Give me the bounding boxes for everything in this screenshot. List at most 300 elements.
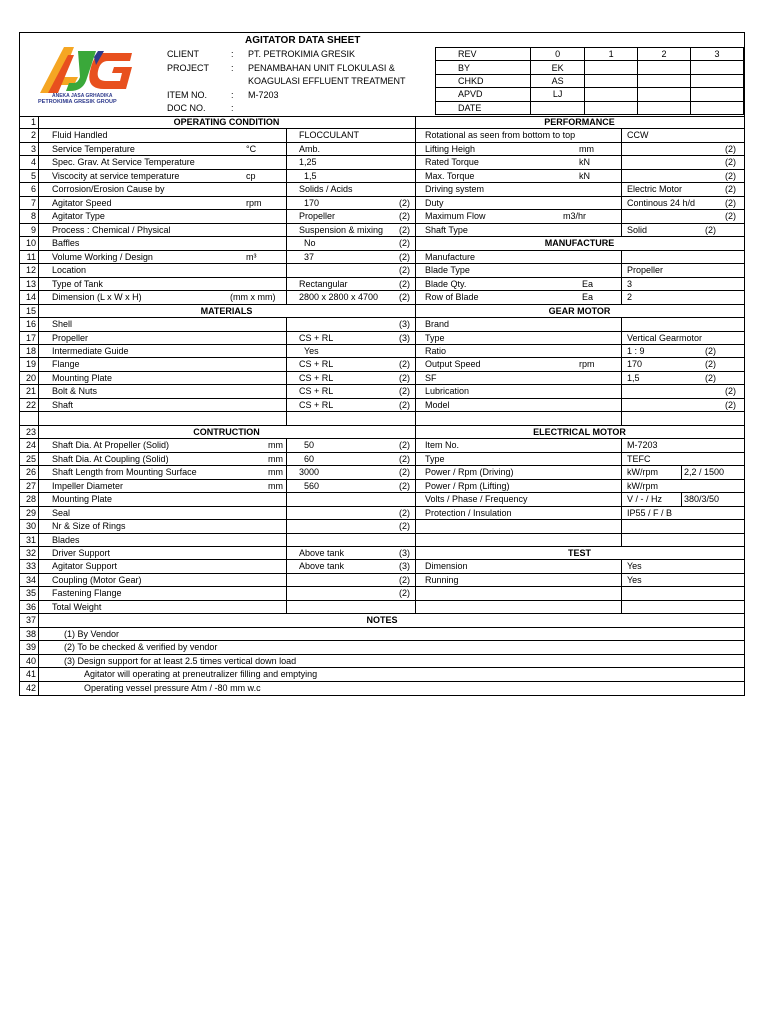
grid-divider: [286, 237, 287, 249]
grid-divider: [38, 156, 39, 168]
grid-divider: [286, 507, 287, 519]
revision-row-label: DATE: [436, 101, 531, 114]
field-note: (2): [725, 157, 736, 168]
field-value: Continous 24 h/d: [627, 197, 696, 208]
revision-row-label: BY: [436, 61, 531, 74]
field-note: (3): [399, 319, 410, 330]
revision-cell: [638, 61, 691, 74]
item-colon: :: [231, 90, 234, 100]
project-value-line-1: PENAMBAHAN UNIT FLOKULASI &: [248, 63, 395, 73]
section-heading: MATERIALS: [200, 305, 253, 316]
grid-divider: [38, 641, 39, 653]
grid-divider: [286, 453, 287, 465]
table-row: [20, 534, 744, 547]
field-value: Above tank: [299, 548, 345, 558]
field-note: (2): [725, 197, 736, 208]
grid-divider: [38, 507, 39, 519]
field-value: 1 : 9: [627, 345, 645, 356]
row-number: 35: [25, 588, 36, 599]
grid-divider: [621, 264, 622, 276]
revision-cell: [691, 74, 744, 87]
grid-divider: [621, 399, 622, 411]
row-number: 27: [25, 480, 36, 491]
field-label: Intermediate Guide: [52, 345, 129, 356]
revision-cell: LJ: [531, 88, 585, 101]
field-value: 2,2 / 1500: [684, 467, 725, 478]
row-number: 13: [25, 278, 36, 289]
field-note: (2): [705, 224, 716, 235]
field-label: Running: [425, 574, 459, 585]
field-value: 170: [627, 359, 643, 370]
grid-divider: [38, 668, 39, 680]
row-number: 39: [25, 642, 36, 653]
row-number: 9: [30, 224, 36, 235]
grid-divider: [415, 466, 416, 478]
grid-divider: [38, 412, 39, 424]
field-unit: kN: [579, 170, 590, 181]
field-value: 2: [627, 292, 633, 303]
table-row: [20, 183, 744, 196]
grid-divider: [621, 291, 622, 303]
grid-divider: [621, 129, 622, 141]
table-row: [20, 655, 744, 668]
field-value: 37: [304, 251, 315, 262]
field-value: 2800 x 2800 x 4700: [299, 292, 379, 303]
field-label: Shaft Dia. At Propeller (Solid): [52, 440, 170, 451]
field-value: Amb.: [299, 143, 321, 154]
revision-cell: [638, 101, 691, 114]
grid-divider: [415, 385, 416, 397]
field-note: (2): [399, 224, 410, 235]
grid-divider: [286, 183, 287, 195]
field-unit: mm: [268, 453, 283, 464]
row-number: 42: [25, 682, 36, 693]
grid-divider: [621, 493, 622, 505]
grid-divider: [38, 143, 39, 155]
field-label: Lubrication: [425, 386, 470, 397]
field-label: Ratio: [425, 345, 447, 356]
grid-divider: [38, 332, 39, 344]
revision-cell: [691, 61, 744, 74]
row-number: 34: [25, 574, 36, 585]
field-value: 1,5: [304, 170, 317, 181]
field-note: (2): [725, 184, 736, 195]
grid-divider: [38, 197, 39, 209]
grid-divider: [38, 601, 39, 613]
grid-divider: [681, 493, 682, 505]
table-row: [20, 520, 744, 533]
note-text: Agitator will operating at preneutralizer filling and emptying: [84, 669, 318, 680]
field-label: Type: [425, 453, 445, 464]
note-text: (1) By Vendor: [64, 628, 120, 639]
field-label: Volume Working / Design: [52, 251, 153, 262]
field-label: Agitator Support: [52, 561, 118, 572]
grid-divider: [621, 587, 622, 599]
section-heading: TEST: [567, 548, 591, 558]
field-value: M-7203: [627, 440, 658, 451]
field-value: Propeller: [627, 265, 664, 276]
section-heading: ELECTRICAL MOTOR: [533, 426, 626, 437]
logo-text-group: PETROKIMIA GRESIK GROUP: [38, 99, 117, 105]
field-note: (2): [399, 440, 410, 451]
grid-divider: [286, 318, 287, 330]
table-row: [20, 318, 744, 331]
field-value: CS + RL: [299, 386, 334, 397]
revision-cell: 2: [638, 48, 691, 61]
table-row: [20, 628, 744, 641]
grid-divider: [286, 547, 287, 559]
field-label: Blade Qty.: [425, 278, 467, 289]
field-value: CS + RL: [299, 399, 334, 410]
item-label: ITEM NO.: [167, 90, 207, 100]
grid-divider: [621, 385, 622, 397]
field-value: Solid: [627, 224, 648, 235]
section-heading: OPERATING CONDITION: [173, 117, 280, 127]
row-number: 25: [25, 453, 36, 464]
field-unit: (mm x mm): [230, 292, 276, 303]
table-row: [20, 197, 744, 210]
field-value: Propeller: [299, 211, 336, 222]
revision-row-label: CHKD: [436, 74, 531, 87]
grid-divider: [38, 628, 39, 640]
field-note: (3): [399, 548, 410, 558]
field-note: (2): [399, 265, 410, 276]
row-number: 8: [30, 211, 36, 222]
table-row: [20, 507, 744, 520]
revision-cell: AS: [531, 74, 585, 87]
grid-divider: [621, 210, 622, 222]
client-value: PT. PETROKIMIA GRESIK: [248, 49, 356, 59]
grid-divider: [621, 332, 622, 344]
field-label: Coupling (Motor Gear): [52, 574, 142, 585]
field-value: TEFC: [627, 453, 651, 464]
grid-divider: [38, 278, 39, 290]
section-heading: GEAR MOTOR: [548, 305, 611, 316]
grid-divider: [621, 318, 622, 330]
table-row: [20, 682, 744, 695]
revision-cell: [638, 88, 691, 101]
grid-divider: [415, 129, 416, 141]
field-label: Shaft Length from Mounting Surface: [52, 467, 197, 478]
grid-divider: [38, 237, 39, 249]
field-note: (2): [399, 399, 410, 410]
row-number: 24: [25, 440, 36, 451]
grid-divider: [621, 170, 622, 182]
row-number: 20: [25, 372, 36, 383]
field-value: CCW: [627, 130, 649, 141]
grid-divider: [38, 345, 39, 357]
grid-divider: [621, 507, 622, 519]
field-label: Baffles: [52, 238, 80, 249]
row-number: 29: [25, 507, 36, 518]
field-note: (2): [399, 292, 410, 303]
grid-divider: [38, 466, 39, 478]
table-row: [20, 264, 744, 277]
field-value: IP55 / F / B: [627, 507, 673, 518]
grid-divider: [621, 439, 622, 451]
grid-divider: [286, 372, 287, 384]
field-label: Shaft: [52, 399, 74, 410]
grid-divider: [415, 345, 416, 357]
grid-divider: [415, 197, 416, 209]
field-label: Propeller: [52, 332, 89, 343]
grid-divider: [38, 399, 39, 411]
revision-row: [436, 88, 744, 101]
field-label: Total Weight: [52, 601, 102, 612]
field-label: Maximum Flow: [425, 211, 486, 222]
grid-divider: [415, 520, 416, 532]
table-row: [20, 116, 744, 129]
row-number: 14: [25, 292, 36, 303]
grid-divider: [415, 480, 416, 492]
grid-divider: [621, 197, 622, 209]
grid-divider: [415, 372, 416, 384]
field-note: (2): [705, 345, 716, 356]
table-row: [20, 412, 744, 425]
field-note: (3): [399, 561, 410, 572]
field-value: FLOCCULANT: [299, 130, 360, 141]
revision-cell: [585, 101, 638, 114]
field-note: (2): [399, 480, 410, 491]
table-row: [20, 291, 744, 304]
grid-divider: [621, 574, 622, 586]
revision-table: [435, 47, 744, 115]
grid-divider: [286, 439, 287, 451]
grid-divider: [38, 547, 39, 559]
grid-divider: [415, 183, 416, 195]
grid-divider: [415, 224, 416, 236]
field-unit: mm: [579, 143, 594, 154]
page-title: AGITATOR DATA SHEET: [245, 35, 361, 46]
grid-divider: [38, 560, 39, 572]
table-row: [20, 237, 744, 250]
field-label: Blade Type: [425, 265, 470, 276]
grid-divider: [415, 534, 416, 546]
field-label: Agitator Speed: [52, 197, 112, 208]
row-number: 22: [25, 399, 36, 410]
field-label: Shell: [52, 319, 73, 330]
field-value: CS + RL: [299, 372, 334, 383]
grid-divider: [415, 210, 416, 222]
grid-divider: [38, 251, 39, 263]
field-label: Duty: [425, 197, 444, 208]
table-row: [20, 547, 744, 560]
revision-row: [436, 48, 744, 61]
row-number: 40: [25, 655, 36, 666]
field-note: (2): [725, 143, 736, 154]
project-colon: :: [231, 63, 234, 73]
grid-divider: [38, 453, 39, 465]
field-value: Yes: [304, 345, 319, 356]
row-number: 16: [25, 319, 36, 330]
agitator-data-sheet: [19, 32, 745, 696]
logo-text-company: ANEKA JASA GRHADIKA: [52, 93, 113, 99]
field-unit: °C: [246, 143, 257, 154]
client-label: CLIENT: [167, 49, 200, 59]
grid-divider: [621, 183, 622, 195]
field-note: (2): [399, 467, 410, 478]
grid-divider: [415, 493, 416, 505]
grid-divider: [286, 170, 287, 182]
grid-divider: [286, 358, 287, 370]
grid-divider: [286, 480, 287, 492]
row-number: 37: [25, 615, 36, 626]
table-row: [20, 385, 744, 398]
grid-divider: [286, 278, 287, 290]
field-unit: Ea: [582, 292, 594, 303]
grid-divider: [286, 412, 287, 424]
grid-divider: [621, 251, 622, 263]
row-number: 31: [25, 534, 36, 545]
field-label: Mounting Plate: [52, 494, 113, 505]
revision-cell: EK: [531, 61, 585, 74]
revision-cell: 1: [585, 48, 638, 61]
field-note: (2): [399, 359, 410, 370]
field-label: Mounting Plate: [52, 372, 113, 383]
row-number: 30: [25, 521, 36, 532]
grid-divider: [621, 358, 622, 370]
field-label: Seal: [52, 507, 71, 518]
field-unit: rpm: [246, 197, 262, 208]
field-value: 1,5: [627, 372, 640, 383]
grid-divider: [286, 264, 287, 276]
field-label: Max. Torque: [425, 170, 475, 181]
grid-divider: [415, 278, 416, 290]
grid-divider: [621, 466, 622, 478]
row-number: 41: [25, 669, 36, 680]
client-colon: :: [231, 49, 234, 59]
grid-divider: [415, 358, 416, 370]
note-text: Operating vessel pressure Atm / -80 mm w.c: [84, 682, 261, 693]
grid-divider: [286, 520, 287, 532]
grid-divider: [286, 197, 287, 209]
field-value: 3000: [299, 467, 320, 478]
revision-cell: 3: [691, 48, 744, 61]
grid-divider: [621, 372, 622, 384]
notes-heading: NOTES: [366, 615, 398, 626]
grid-divider: [286, 345, 287, 357]
field-label: Nr & Size of Rings: [52, 521, 126, 532]
grid-divider: [415, 291, 416, 303]
field-value: Rectangular: [299, 278, 348, 289]
revision-cell: 0: [531, 48, 585, 61]
field-note: (2): [399, 574, 410, 585]
table-row: [20, 480, 744, 493]
table-row: [20, 372, 744, 385]
grid-divider: [286, 493, 287, 505]
grid-divider: [415, 587, 416, 599]
grid-divider: [286, 560, 287, 572]
grid-divider: [621, 143, 622, 155]
grid-divider: [415, 601, 416, 613]
row-number: 1: [30, 117, 36, 127]
grid-divider: [621, 520, 622, 532]
table-row: [20, 129, 744, 142]
field-unit: mm: [268, 480, 283, 491]
field-note: (2): [725, 211, 736, 222]
field-label: Impeller Diameter: [52, 480, 124, 491]
field-note: (2): [399, 238, 410, 249]
field-value: 170: [304, 197, 320, 208]
grid-divider: [286, 574, 287, 586]
doc-label: DOC NO.: [167, 103, 206, 113]
grid-divider: [38, 534, 39, 546]
field-label: Manufacture: [425, 251, 476, 262]
field-label: Type: [425, 332, 445, 343]
field-note: (2): [399, 211, 410, 222]
grid-divider: [38, 587, 39, 599]
row-number: 36: [25, 601, 36, 612]
grid-divider: [38, 655, 39, 667]
table-row: [20, 426, 744, 439]
grid-divider: [621, 345, 622, 357]
grid-divider: [38, 170, 39, 182]
grid-divider: [621, 453, 622, 465]
grid-divider: [415, 170, 416, 182]
table-row: [20, 587, 744, 600]
grid-divider: [38, 682, 39, 695]
revision-cell: [585, 61, 638, 74]
row-number: 5: [30, 170, 36, 181]
sheet-header: [20, 33, 744, 117]
field-unit: cp: [246, 170, 256, 181]
grid-divider: [38, 318, 39, 330]
field-label: Dimension (L x W x H): [52, 292, 142, 303]
revision-row-label: APVD: [436, 88, 531, 101]
field-note: (2): [399, 521, 410, 532]
field-unit: Ea: [582, 278, 594, 289]
grid-divider: [415, 453, 416, 465]
row-number: 17: [25, 332, 36, 343]
table-row: [20, 305, 744, 318]
row-number: 28: [25, 494, 36, 505]
row-number: 2: [30, 130, 36, 141]
grid-divider: [286, 601, 287, 613]
field-label: Brand: [425, 319, 450, 330]
field-note: (2): [399, 507, 410, 518]
field-value: 560: [304, 480, 320, 491]
grid-divider: [415, 412, 416, 424]
grid-divider: [38, 372, 39, 384]
grid-divider: [38, 224, 39, 236]
table-row: [20, 251, 744, 264]
grid-divider: [415, 264, 416, 276]
field-value: 60: [304, 453, 315, 464]
row-number: 11: [26, 251, 36, 262]
grid-divider: [621, 224, 622, 236]
field-value: Suspension & mixing: [299, 224, 384, 235]
note-text: (2) To be checked & verified by vendor: [64, 642, 218, 653]
table-row: [20, 156, 744, 169]
grid-divider: [38, 520, 39, 532]
field-label: Corrosion/Erosion Cause by: [52, 184, 165, 195]
grid-divider: [621, 601, 622, 613]
grid-divider: [286, 224, 287, 236]
field-label: Row of Blade: [425, 292, 479, 303]
grid-divider: [286, 156, 287, 168]
field-value: Yes: [627, 561, 642, 572]
field-value: V / - / Hz: [627, 494, 663, 505]
grid-divider: [415, 156, 416, 168]
field-label: Protection / Insulation: [425, 507, 512, 518]
grid-divider: [38, 385, 39, 397]
field-label: Bolt & Nuts: [52, 386, 98, 397]
field-label: Location: [52, 265, 87, 276]
table-row: [20, 560, 744, 573]
grid-divider: [415, 507, 416, 519]
table-row: [20, 641, 744, 654]
field-note: (2): [399, 386, 410, 397]
